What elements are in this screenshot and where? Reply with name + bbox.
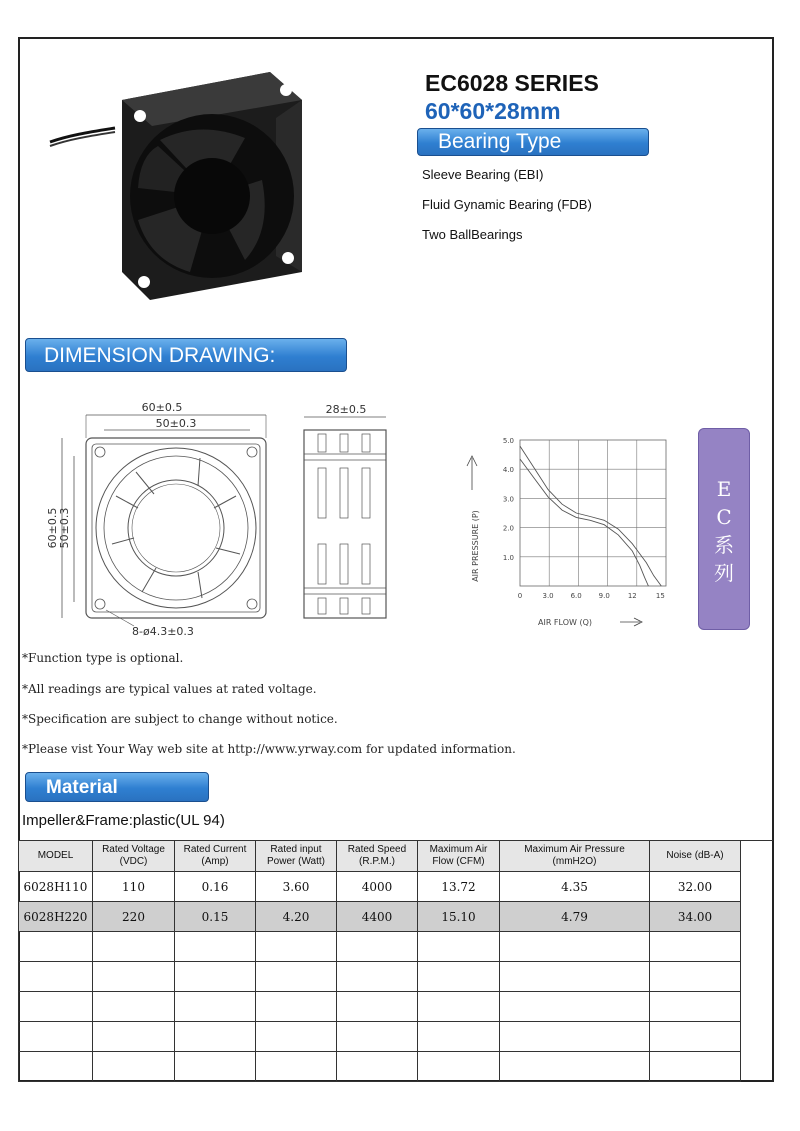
- x-tick-label: 12: [627, 592, 637, 600]
- col-header-pressure: Maximum Air Pressure (mmH2O): [500, 841, 650, 872]
- table-cell: [337, 1022, 418, 1052]
- material-banner: Material: [25, 772, 209, 802]
- y-tick-label: 4.0: [502, 466, 514, 475]
- table-cell: 4.79: [500, 902, 650, 932]
- col-header-airflow: Maximum Air Flow (CFM): [418, 841, 500, 872]
- front-width-outer-label: 60±0.5: [141, 401, 183, 414]
- front-height-outer-label: 60±0.5: [46, 507, 59, 549]
- table-cell: [337, 1052, 418, 1082]
- chart-curves: [520, 446, 661, 586]
- table-cell: [337, 962, 418, 992]
- col-header-speed: Rated Speed (R.P.M.): [337, 841, 418, 872]
- front-height-inner-label: 50±0.3: [58, 507, 71, 549]
- bearing-item-ball: Two BallBearings: [422, 227, 523, 242]
- ec-tab-char: 系: [714, 533, 734, 557]
- table-cell: [500, 1052, 650, 1082]
- table-cell: [175, 1022, 256, 1052]
- note-typical-values: *All readings are typical values at rated voltage.: [22, 682, 317, 696]
- spec-table: [18, 840, 741, 1082]
- table-cell: [650, 992, 741, 1022]
- table-cell: [93, 1052, 175, 1082]
- table-cell: [19, 992, 93, 1022]
- table-row: [19, 902, 741, 932]
- y-tick-label: 5.0: [502, 437, 514, 445]
- table-cell: [418, 1052, 500, 1082]
- table-cell: [256, 962, 337, 992]
- table-cell: [19, 1052, 93, 1082]
- pq-curve-chart: [462, 428, 672, 640]
- x-tick-label: 3.0: [542, 592, 554, 600]
- front-view-drawing: [46, 398, 280, 640]
- table-cell: [500, 962, 650, 992]
- x-axis-arrow-icon: [620, 618, 642, 626]
- table-cell: [337, 992, 418, 1022]
- front-width-inner-label: 50±0.3: [155, 417, 197, 430]
- table-extra-column: [740, 840, 773, 1081]
- pq-curve-series-2: [520, 446, 661, 586]
- table-cell: [500, 932, 650, 962]
- table-cell: [256, 992, 337, 1022]
- table-cell: [256, 1052, 337, 1082]
- table-cell: [418, 1022, 500, 1052]
- table-cell: [93, 992, 175, 1022]
- col-header-power: Rated input Power (Watt): [256, 841, 337, 872]
- table-cell: [175, 932, 256, 962]
- table-cell: 0.15: [175, 902, 256, 932]
- x-axis-label: AIR FLOW (Q): [538, 618, 592, 627]
- material-text: Impeller&Frame:plastic(UL 94): [22, 812, 225, 829]
- table-cell: [500, 992, 650, 1022]
- bearing-item-fdb: Fluid Gynamic Bearing (FDB): [422, 197, 592, 212]
- y-axis-label: AIR PRESSURE (P): [471, 510, 480, 582]
- table-cell: [256, 1022, 337, 1052]
- table-cell: [19, 962, 93, 992]
- table-cell: [650, 1022, 741, 1052]
- ec-tab-char: E: [716, 477, 732, 501]
- table-row: [19, 932, 741, 962]
- side-depth-label: 28±0.5: [325, 403, 367, 416]
- table-cell: [418, 932, 500, 962]
- side-view-drawing: [296, 398, 396, 620]
- series-title: EC6028 SERIES: [425, 70, 599, 96]
- table-cell: 220: [93, 902, 175, 932]
- chart-plot-area: [520, 440, 666, 586]
- table-row: [19, 992, 741, 1022]
- table-row: [19, 962, 741, 992]
- table-cell: 110: [93, 872, 175, 902]
- table-cell: [650, 962, 741, 992]
- table-row: [19, 1052, 741, 1082]
- chart-ticks: [503, 437, 665, 600]
- ec-tab-char: C: [716, 505, 732, 529]
- note-website: *Please vist Your Way web site at http://www.yrway.com for updated information.: [22, 742, 516, 756]
- x-tick-label: 6.0: [570, 592, 582, 600]
- note-spec-change: *Specification are subject to change without notice.: [22, 712, 338, 726]
- table-cell: [650, 1052, 741, 1082]
- dimension-drawing-banner: DIMENSION DRAWING:: [25, 338, 347, 372]
- table-cell: 4.35: [500, 872, 650, 902]
- bearing-item-sleeve: Sleeve Bearing (EBI): [422, 167, 544, 182]
- chart-grid: [520, 440, 666, 586]
- table-cell: [19, 932, 93, 962]
- col-header-current: Rated Current (Amp): [175, 841, 256, 872]
- y-tick-label: 2.0: [502, 524, 514, 533]
- table-cell: 3.60: [256, 872, 337, 902]
- table-row: [19, 1022, 741, 1052]
- table-cell: 4400: [337, 902, 418, 932]
- y-tick-label: 3.0: [502, 495, 514, 504]
- table-cell: [418, 992, 500, 1022]
- ec-series-tab: [698, 428, 750, 630]
- series-size: 60*60*28mm: [425, 98, 561, 124]
- table-cell: [93, 962, 175, 992]
- note-function-type: *Function type is optional.: [22, 651, 184, 665]
- bearing-type-banner: Bearing Type: [417, 128, 649, 156]
- table-cell: [175, 992, 256, 1022]
- col-header-model: MODEL: [19, 841, 93, 872]
- y-tick-label: 1.0: [502, 553, 514, 562]
- x-tick-label: 15: [655, 592, 665, 600]
- table-cell: [418, 962, 500, 992]
- y-axis-arrow-icon: [467, 456, 477, 490]
- table-cell: [175, 1052, 256, 1082]
- col-header-voltage: Rated Voltage (VDC): [93, 841, 175, 872]
- table-cell: [93, 932, 175, 962]
- table-cell: [256, 932, 337, 962]
- table-cell: [650, 932, 741, 962]
- table-cell: [19, 1022, 93, 1052]
- table-cell: 15.10: [418, 902, 500, 932]
- table-cell: 0.16: [175, 872, 256, 902]
- holes-label: 8-ø4.3±0.3: [132, 625, 194, 638]
- table-cell: 13.72: [418, 872, 500, 902]
- table-cell: [93, 1022, 175, 1052]
- table-cell: 34.00: [650, 902, 741, 932]
- x-tick-label: 0: [517, 592, 523, 600]
- table-cell: 6028H110: [19, 872, 93, 902]
- ec-tab-char: 列: [714, 561, 734, 585]
- col-header-noise: Noise (dB-A): [650, 841, 741, 872]
- table-cell: 4.20: [256, 902, 337, 932]
- table-cell: 6028H220: [19, 902, 93, 932]
- table-cell: [175, 962, 256, 992]
- table-header-row: [19, 841, 741, 872]
- table-cell: [337, 932, 418, 962]
- x-tick-label: 9.0: [598, 592, 610, 600]
- pq-curve-series-1: [520, 459, 648, 586]
- table-cell: 4000: [337, 872, 418, 902]
- table-cell: [500, 1022, 650, 1052]
- table-row: [19, 872, 741, 902]
- table-cell: 32.00: [650, 872, 741, 902]
- fan-product-photo: [40, 60, 320, 310]
